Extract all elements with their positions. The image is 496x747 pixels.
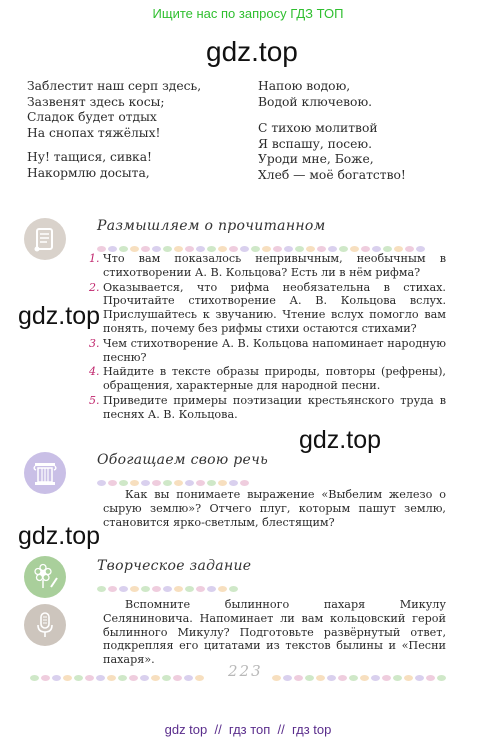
question-item [89, 336, 446, 365]
watermark: gdz.top [206, 36, 298, 67]
decorative-dots [97, 237, 442, 245]
question-item [89, 280, 446, 336]
question-text: Найдите в тексте образы природы, повторы (рефрены), обращения, характерные для народной песни. [103, 365, 446, 393]
poem-left-stanza-1: Заблестит наш серп здесь, Зазвенят здесь косы; Сладок будет отдых На снопах тяжёлых! [27, 79, 202, 140]
speech-task-text: Как вы понимаете выражение «Выбелим железо о сырую землю»? Отчего плуг, которым пашут землю, становится ярко-светлым, блестящим? [103, 488, 446, 529]
flower-pencil-icon [24, 556, 66, 598]
poem-right-stanza-1: Напою водою, Водой ключевою. [258, 79, 373, 109]
page-number: 223 [228, 662, 263, 680]
poem-right-stanza-2: С тихою молитвой Я вспашу, посею. Уроди мне, Боже, Хлеб — моё богатство! [258, 121, 406, 182]
question-text: Оказывается, что рифма необязательна в стихах. Прочитайте стихотворение А. В. Кольцова вслух. Прислушайтесь к звучанию. Чтение вслух помогло вам понять, почему без рифмы стихи остаются стихами? [103, 280, 446, 335]
question-number: 1. [89, 252, 100, 265]
poem-left-stanza-2: Ну! тащися, сивка! Накормлю досыта, [27, 150, 152, 180]
decorative-dots [97, 471, 262, 479]
search-hint-link[interactable]: Ищите нас по запросу ГДЗ ТОП [152, 6, 344, 21]
section-title-speech: Обогащаем свою речь [97, 452, 269, 468]
question-number: 2. [89, 280, 100, 294]
microphone-icon [24, 604, 66, 646]
section-title-creative: Творческое задание [97, 558, 252, 574]
question-number: 5. [89, 393, 100, 407]
question-text: Что вам показалось непривычным, необычным в стихотворении А. В. Кольцова? Есть ли в нём рифма? [103, 252, 446, 279]
section-title-reflection: Размышляем о прочитанном [97, 218, 326, 234]
footer-links[interactable]: gdz top // гдз топ // гдз top [164, 722, 332, 737]
question-number: 3. [89, 336, 100, 350]
watermark: gdz.top [18, 522, 101, 550]
decorative-dots [272, 666, 462, 674]
column-icon [24, 452, 66, 494]
question-list [89, 252, 446, 423]
question-text: Чем стихотворение А. В. Кольцова напоминает народную песню? [103, 336, 446, 364]
watermark: gdz.top [299, 426, 382, 454]
decorative-dots [97, 577, 257, 585]
question-text: Приведите примеры поэтизации крестьянского труда в песнях А. В. Кольцова. [103, 393, 446, 421]
question-item [89, 393, 446, 422]
question-item [89, 252, 446, 280]
question-item [89, 365, 446, 393]
decorative-dots [30, 666, 220, 674]
creative-task-text: Вспомните былинного пахаря Микулу Селяниновича. Напоминает ли вам кольцовский герой былинного Микулу? Подготовьте развёрнутый ответ, подкрепляя его цитатами из текстов былины и «Песни пахаря». [103, 598, 446, 667]
question-number: 4. [89, 365, 100, 379]
scroll-icon [24, 218, 66, 260]
watermark: gdz.top [18, 302, 101, 330]
